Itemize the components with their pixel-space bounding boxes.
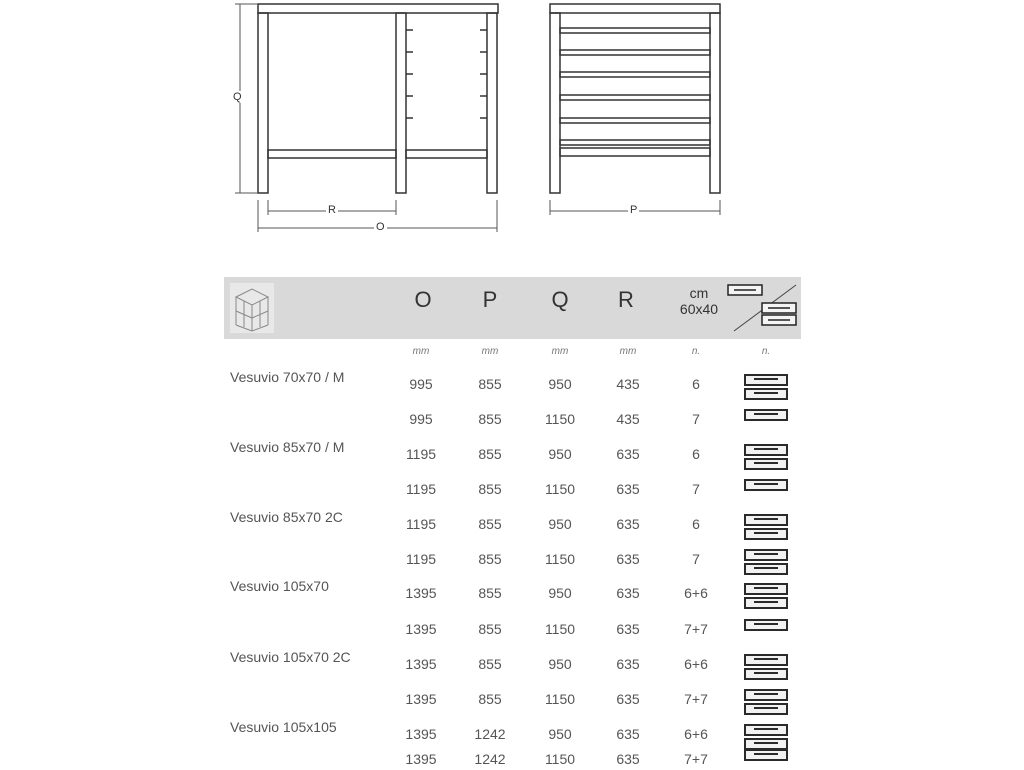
cell-r: 635 — [616, 551, 640, 567]
cell-o: 1395 — [405, 726, 437, 742]
table-row — [0, 406, 1024, 430]
oven-deck — [744, 583, 788, 595]
stand-thumbnail-icon — [230, 283, 274, 333]
oven-deck — [744, 444, 788, 456]
oven-icon — [744, 549, 788, 577]
cell-q: 950 — [548, 726, 572, 742]
header-cm-label: cm — [689, 285, 709, 301]
front-view — [258, 4, 498, 193]
table-row — [0, 651, 1024, 675]
cell-o: 1195 — [405, 551, 437, 567]
cell-trays: 6+6 — [684, 726, 708, 742]
cell-p: 855 — [478, 551, 502, 567]
cell-trays: 7+7 — [684, 751, 708, 767]
stand-technical-drawing — [0, 0, 1024, 270]
cell-o: 1395 — [405, 585, 437, 601]
oven-deck — [744, 654, 788, 666]
dimension-p-label: P — [630, 204, 638, 216]
cell-q: 1150 — [544, 481, 576, 497]
dimension-r-label: R — [328, 204, 336, 216]
cell-trays: 7 — [692, 411, 700, 427]
oven-deck — [744, 563, 788, 575]
table-row — [0, 441, 1024, 465]
table-row — [0, 371, 1024, 395]
cell-r: 635 — [616, 516, 640, 532]
oven-deck — [744, 749, 788, 761]
cell-r: 635 — [616, 585, 640, 601]
model-name: Vesuvio 105x70 2C — [230, 649, 351, 665]
oven-icon — [744, 749, 788, 763]
oven-deck — [744, 479, 788, 491]
model-name: Vesuvio 70x70 / M — [230, 369, 345, 385]
cell-p: 855 — [478, 691, 502, 707]
oven-icon — [744, 444, 788, 472]
cell-o: 1195 — [405, 481, 437, 497]
oven-icon — [744, 479, 788, 493]
oven-deck — [744, 528, 788, 540]
table-row — [0, 746, 1024, 770]
cell-q: 1150 — [544, 751, 576, 767]
oven-deck — [744, 388, 788, 400]
cell-o: 1395 — [405, 656, 437, 672]
cell-q: 950 — [548, 585, 572, 601]
cell-r: 635 — [616, 691, 640, 707]
unit-o: mm — [412, 346, 430, 357]
header-cm-60x40 — [669, 285, 729, 317]
cell-trays: 7+7 — [684, 621, 708, 637]
cell-p: 855 — [478, 656, 502, 672]
oven-icon — [744, 583, 788, 611]
model-name: Vesuvio 85x70 2C — [230, 509, 343, 525]
cell-p: 855 — [478, 446, 502, 462]
oven-icon — [744, 409, 788, 423]
cell-o: 995 — [409, 376, 433, 392]
unit-trays: n. — [691, 346, 701, 357]
cell-trays: 6 — [692, 376, 700, 392]
cell-q: 1150 — [544, 621, 576, 637]
unit-p: mm — [481, 346, 499, 357]
oven-deck — [744, 689, 788, 701]
cell-q: 1150 — [544, 551, 576, 567]
oven-deck — [744, 619, 788, 631]
table-row — [0, 580, 1024, 604]
oven-icon — [744, 689, 788, 717]
oven-icon — [744, 654, 788, 682]
table-row — [0, 511, 1024, 535]
unit-ovens: n. — [761, 346, 771, 357]
unit-q: mm — [551, 346, 569, 357]
cell-r: 635 — [616, 446, 640, 462]
cell-q: 1150 — [544, 411, 576, 427]
unit-r: mm — [619, 346, 637, 357]
cell-p: 855 — [478, 621, 502, 637]
table-row — [0, 686, 1024, 710]
cell-q: 1150 — [544, 691, 576, 707]
table-row — [0, 616, 1024, 640]
model-name: Vesuvio 105x70 — [230, 578, 329, 594]
oven-deck — [744, 724, 788, 736]
oven-deck — [744, 668, 788, 680]
header-p: P — [482, 287, 498, 312]
cell-r: 435 — [616, 411, 640, 427]
oven-icon — [744, 514, 788, 542]
cell-p: 1242 — [474, 726, 506, 742]
cell-o: 1195 — [405, 446, 437, 462]
header-q: Q — [551, 287, 569, 312]
cell-r: 635 — [616, 656, 640, 672]
cell-o: 1395 — [405, 691, 437, 707]
oven-deck — [744, 703, 788, 715]
dimension-o-label: O — [376, 221, 385, 233]
table-row — [0, 476, 1024, 500]
cell-trays: 6+6 — [684, 656, 708, 672]
oven-deck — [744, 514, 788, 526]
cell-trays: 7+7 — [684, 691, 708, 707]
cell-trays: 7 — [692, 481, 700, 497]
dimension-q-label: Q — [233, 91, 242, 103]
cell-q: 950 — [548, 446, 572, 462]
cell-o: 995 — [409, 411, 433, 427]
model-name: Vesuvio 105x105 — [230, 719, 337, 735]
table-row — [0, 721, 1024, 745]
oven-deck — [744, 549, 788, 561]
cell-trays: 7 — [692, 551, 700, 567]
cell-r: 635 — [616, 481, 640, 497]
cell-p: 855 — [478, 516, 502, 532]
cell-p: 855 — [478, 585, 502, 601]
cell-trays: 6+6 — [684, 585, 708, 601]
header-60x40-label: 60x40 — [679, 301, 719, 317]
cell-q: 950 — [548, 656, 572, 672]
table-row — [0, 546, 1024, 570]
cell-o: 1395 — [405, 751, 437, 767]
spec-table-header — [224, 277, 801, 339]
cell-trays: 6 — [692, 516, 700, 532]
oven-deck — [744, 409, 788, 421]
side-view — [550, 4, 720, 193]
cell-o: 1395 — [405, 621, 437, 637]
oven-deck — [744, 597, 788, 609]
cell-q: 950 — [548, 376, 572, 392]
header-r: R — [618, 287, 634, 312]
cell-q: 950 — [548, 516, 572, 532]
cell-r: 635 — [616, 621, 640, 637]
cell-o: 1195 — [405, 516, 437, 532]
cell-p: 1242 — [474, 751, 506, 767]
oven-icon — [744, 619, 788, 633]
cell-r: 635 — [616, 726, 640, 742]
cell-r: 435 — [616, 376, 640, 392]
oven-deck — [744, 374, 788, 386]
oven-deck — [744, 458, 788, 470]
oven-pairing-icon — [726, 281, 800, 335]
oven-icon — [744, 374, 788, 402]
cell-p: 855 — [478, 411, 502, 427]
header-o: O — [414, 287, 432, 312]
cell-trays: 6 — [692, 446, 700, 462]
cell-p: 855 — [478, 481, 502, 497]
model-name: Vesuvio 85x70 / M — [230, 439, 345, 455]
cell-p: 855 — [478, 376, 502, 392]
cell-r: 635 — [616, 751, 640, 767]
